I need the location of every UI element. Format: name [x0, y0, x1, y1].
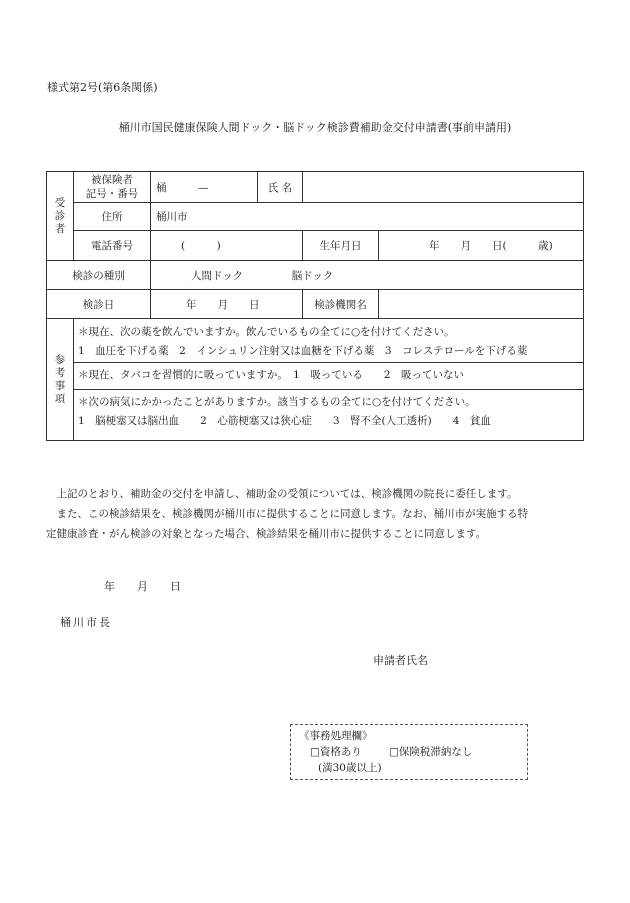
form-number: 様式第2号(第6条関係) — [47, 81, 158, 94]
institution-field[interactable] — [379, 290, 584, 319]
age-note: (満30歳以上) — [318, 762, 382, 774]
exam-type-option-human-dock[interactable]: 人間ドック — [191, 269, 244, 282]
application-table — [46, 171, 584, 441]
application-date[interactable]: 年 月 日 — [104, 580, 181, 593]
phone-field[interactable]: ( ) — [151, 231, 303, 261]
phone-label: 電話番号 — [74, 231, 151, 261]
exam-type-label: 検診の種別 — [47, 261, 151, 290]
exam-date-field[interactable]: 年 月 日 — [151, 290, 303, 319]
mayor-addressee: 桶川市長 — [60, 616, 112, 629]
birth-date-label: 生年月日 — [303, 231, 379, 261]
eligibility-checkbox[interactable]: □資格あり — [310, 746, 362, 758]
institution-label: 検診機関名 — [303, 290, 379, 319]
office-use-box — [290, 724, 528, 780]
declaration-paragraph-2-line-2: 定健康診査・がん検診の対象となった場合、検診結果を桶川市に提供することに同意します。 — [46, 528, 487, 540]
smoking-question-text[interactable]: ＊現在、タバコを習慣的に吸っていますか。 1 吸っている 2 吸っていない — [78, 368, 465, 381]
examinee-group-label: 受 診 者 — [47, 172, 74, 261]
tax-arrears-checkbox[interactable]: □保険税滞納なし — [389, 746, 473, 758]
exam-type-option-brain-dock[interactable]: 脳ドック — [291, 269, 334, 282]
declaration-paragraph-2-line-1: また、この検診結果を、検診機関が桶川市に提供することに同意します。なお、桶川市が実施する特 — [56, 508, 529, 520]
birth-date-field[interactable]: 年 月 日( 歳) — [379, 231, 584, 261]
insured-number-field[interactable]: 桶 — — [151, 172, 258, 203]
smoking-question — [74, 363, 583, 390]
insured-number-label: 被保険者 記号・番号 — [74, 172, 151, 203]
medication-question-text: ＊現在、次の薬を飲んでいますか。飲んでいるもの全てに○を付けてください。 — [78, 325, 455, 338]
name-label: 氏 名 — [258, 172, 303, 203]
medication-options[interactable]: 1 血圧を下げる薬 2 インシュリン注射又は血糖を下げる薬 3 コレステロールを下げる薬 — [78, 344, 528, 357]
reference-questions — [74, 319, 584, 441]
applicant-name-label: 申請者氏名 — [373, 654, 428, 667]
exam-date-label: 検診日 — [47, 290, 151, 319]
declaration — [46, 484, 584, 544]
declaration-paragraph-1: 上記のとおり、補助金の交付を申請し、補助金の受領については、検診機関の院長に委任します。 — [56, 488, 518, 500]
exam-type-field[interactable] — [151, 261, 584, 290]
document-title: 桶川市国民健康保険人間ドック・脳ドック検診費補助金交付申請書(事前申請用) — [118, 121, 512, 134]
disease-question-text: ＊次の病気にかかったことがありますか。該当するもの全てに○を付けてください。 — [78, 395, 476, 408]
medication-question — [74, 320, 583, 363]
disease-history-question — [74, 390, 583, 440]
reference-group-label: 参 考 事 項 — [47, 319, 74, 441]
address-field[interactable]: 桶川市 — [151, 203, 584, 231]
office-use-title: 《事務処理欄》 — [299, 730, 373, 742]
disease-options[interactable]: 1 脳梗塞又は脳出血 2 心筋梗塞又は狭心症 3 腎不全(人工透析) 4 貧血 — [78, 414, 491, 427]
address-label: 住所 — [74, 203, 151, 231]
name-field[interactable] — [303, 172, 584, 203]
